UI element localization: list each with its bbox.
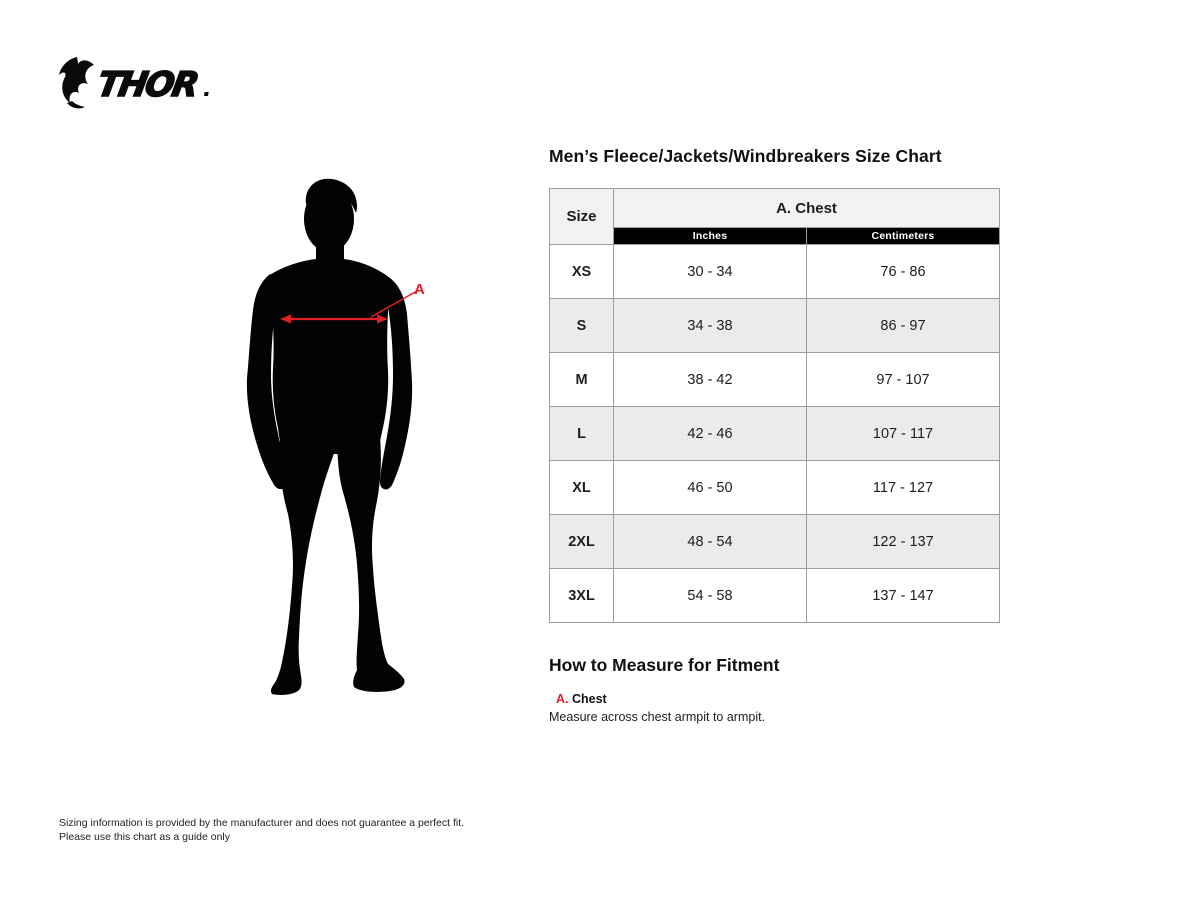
thor-trademark-dot — [204, 92, 209, 96]
how-to-measure-heading: How to Measure for Fitment — [549, 655, 780, 675]
inches-value: 38 - 42 — [614, 353, 807, 407]
inches-value: 30 - 34 — [614, 245, 807, 299]
table-row — [550, 353, 1000, 407]
table-header-row — [550, 189, 1000, 228]
inches-value: 42 - 46 — [614, 407, 807, 461]
centimeters-value: 107 - 117 — [807, 407, 1000, 461]
disclaimer-line-1: Sizing information is provided by the manufacturer and does not guarantee a perfect fit. — [59, 817, 465, 829]
disclaimer-line-2: Please use this chart as a guide only — [59, 830, 231, 843]
column-header-centimeters: Centimeters — [807, 228, 1000, 245]
centimeters-value: 86 - 97 — [807, 299, 1000, 353]
how-to-measure-section — [549, 655, 989, 724]
thor-goat-jaw — [67, 101, 85, 108]
male-silhouette-graphic — [230, 170, 470, 710]
male-silhouette — [247, 179, 412, 695]
inches-value: 34 - 38 — [614, 299, 807, 353]
thor-goat-icon — [59, 57, 94, 103]
inches-value: 48 - 54 — [614, 515, 807, 569]
column-header-chest-group: A. Chest — [614, 189, 1000, 228]
thor-wordmark: THOR — [94, 65, 201, 105]
table-row — [550, 515, 1000, 569]
size-label: L — [550, 407, 614, 461]
table-row — [550, 461, 1000, 515]
table-units-row — [550, 228, 1000, 245]
size-label: XS — [550, 245, 614, 299]
inches-value: 54 - 58 — [614, 569, 807, 623]
size-label: S — [550, 299, 614, 353]
table-row — [550, 569, 1000, 623]
measure-item-chest — [549, 692, 989, 724]
size-chart-title: Men’s Fleece/Jackets/Windbreakers Size Chart — [549, 146, 942, 166]
thor-logo-graphic — [55, 56, 215, 112]
centimeters-value: 122 - 137 — [807, 515, 1000, 569]
measure-point-label-a: A — [414, 281, 425, 298]
inches-value: 46 - 50 — [614, 461, 807, 515]
table-row — [550, 245, 1000, 299]
body-measurement-diagram — [230, 170, 470, 710]
centimeters-value: 76 - 86 — [807, 245, 1000, 299]
table-row — [550, 299, 1000, 353]
table-row — [550, 407, 1000, 461]
size-label: XL — [550, 461, 614, 515]
centimeters-value: 117 - 127 — [807, 461, 1000, 515]
size-label: 3XL — [550, 569, 614, 623]
measure-item-key: A. — [556, 692, 569, 706]
column-header-size: Size — [550, 189, 614, 245]
disclaimer-footer — [59, 817, 464, 844]
size-label: 2XL — [550, 515, 614, 569]
thor-logo — [55, 56, 215, 112]
size-label: M — [550, 353, 614, 407]
column-header-inches: Inches — [614, 228, 807, 245]
centimeters-value: 137 - 147 — [807, 569, 1000, 623]
size-chart-table — [549, 188, 1000, 623]
measure-item-description: Measure across chest armpit to armpit. — [549, 710, 766, 724]
centimeters-value: 97 - 107 — [807, 353, 1000, 407]
measure-item-name: Chest — [571, 692, 607, 706]
